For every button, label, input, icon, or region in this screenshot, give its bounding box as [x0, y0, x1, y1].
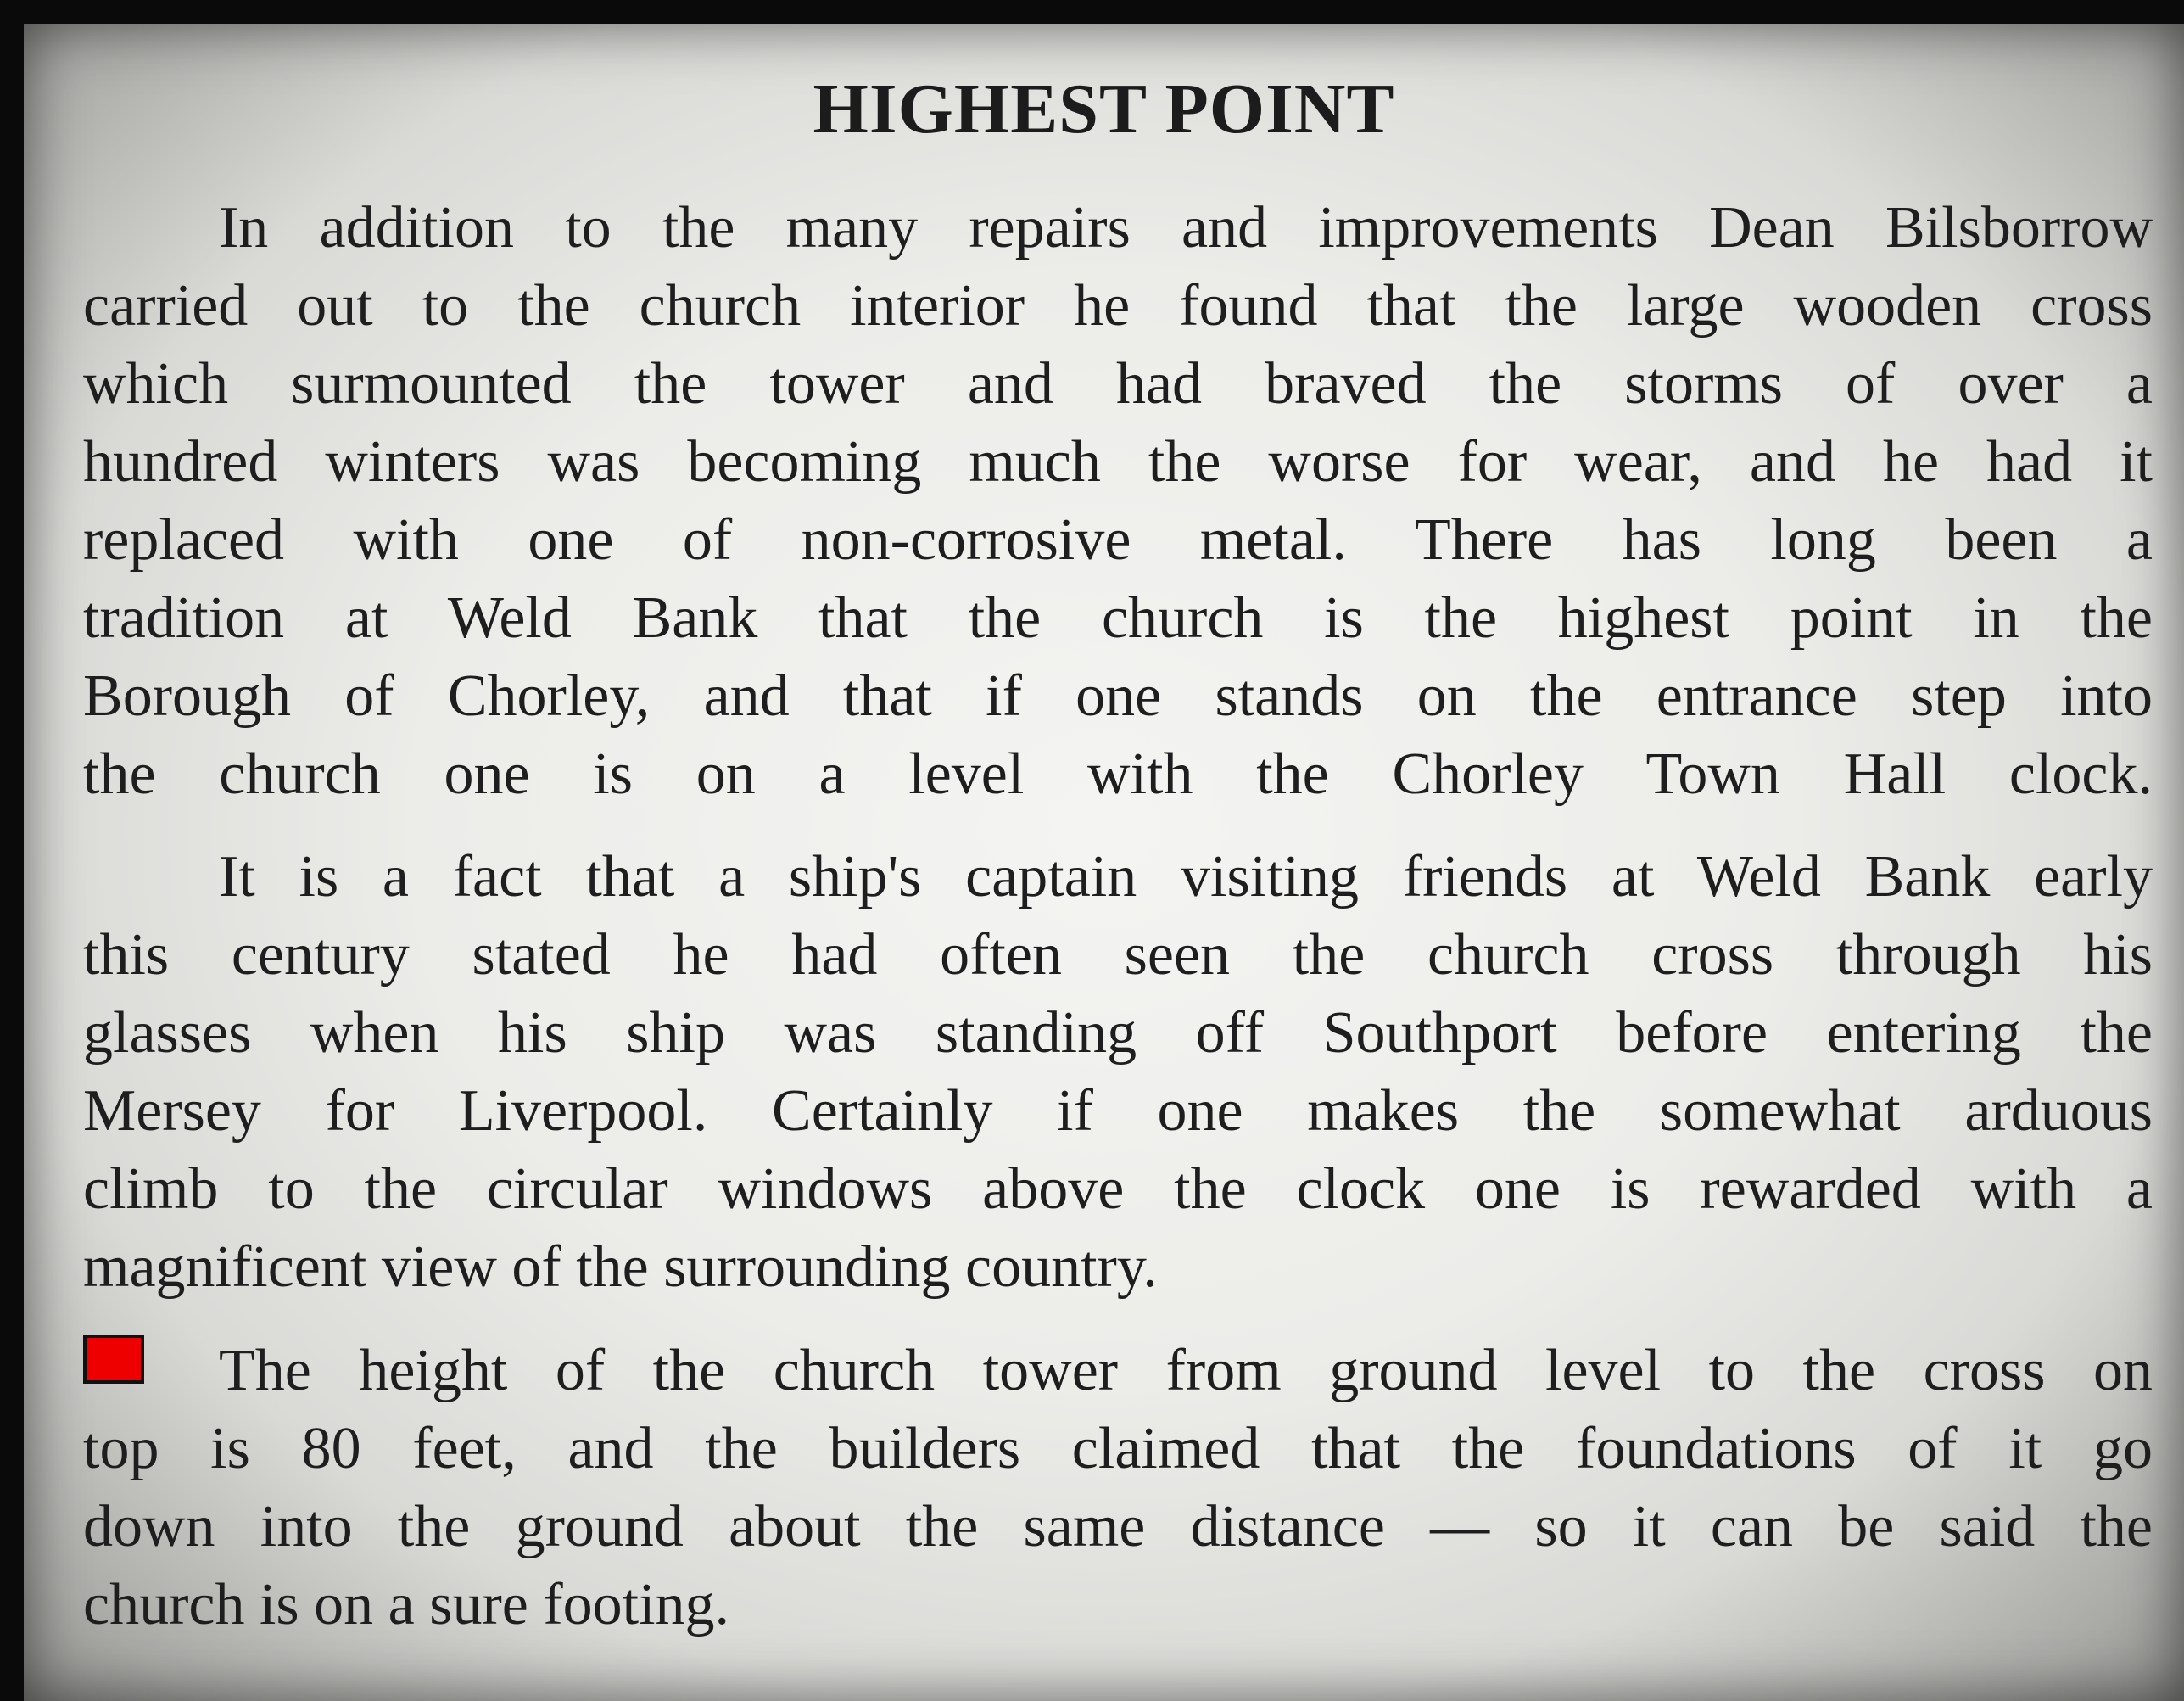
paragraph-1 [83, 189, 2153, 814]
paragraph-line: tradition at Weld Bank that the church is the highest point in the [83, 585, 2153, 651]
paragraph-line: It is a fact that a ship's captain visiting friends at Weld Bank early [219, 844, 2153, 909]
paragraph-line: church is on a sure footing. [83, 1572, 730, 1637]
paragraph-line: top is 80 feet, and the builders claimed that the foundations of it go [83, 1416, 2153, 1481]
paragraph-line: the church one is on a level with the Chorley Town Hall clock. [83, 741, 2153, 807]
paragraph-3 [83, 1332, 2153, 1644]
paragraph-line: Mersey for Liverpool. Certainly if one makes the somewhat arduous [83, 1078, 2153, 1144]
paragraph-line: climb to the circular windows above the clock one is rewarded with a [83, 1156, 2153, 1222]
paragraph-line: carried out to the church interior he found that the large wooden cross [83, 273, 2153, 339]
paragraph-line: which surmounted the tower and had braved the storms of over a [83, 351, 2153, 417]
page-title: HIGHEST POINT [813, 70, 1395, 148]
paragraph-line: down into the ground about the same distance — so it can be said the [83, 1494, 2153, 1559]
paragraph-line: The height of the church tower from ground level to the cross on [219, 1338, 2153, 1403]
paragraph-line: glasses when his ship was standing off Southport before entering the [83, 1000, 2153, 1066]
paragraph-line: magnificent view of the surrounding country. [83, 1234, 1158, 1300]
paragraph-2 [83, 838, 2153, 1307]
paragraph-line: In addition to the many repairs and improvements Dean Bilsborrow [219, 195, 2153, 260]
document-page [24, 24, 2184, 1701]
paragraph-line: Borough of Chorley, and that if one stands on the entrance step into [83, 663, 2153, 729]
paragraph-line: this century stated he had often seen the church cross through his [83, 922, 2153, 988]
paragraph-line: hundred winters was becoming much the worse for wear, and he had it [83, 429, 2153, 495]
paragraph-line: replaced with one of non-corrosive metal. There has long been a [83, 507, 2153, 573]
